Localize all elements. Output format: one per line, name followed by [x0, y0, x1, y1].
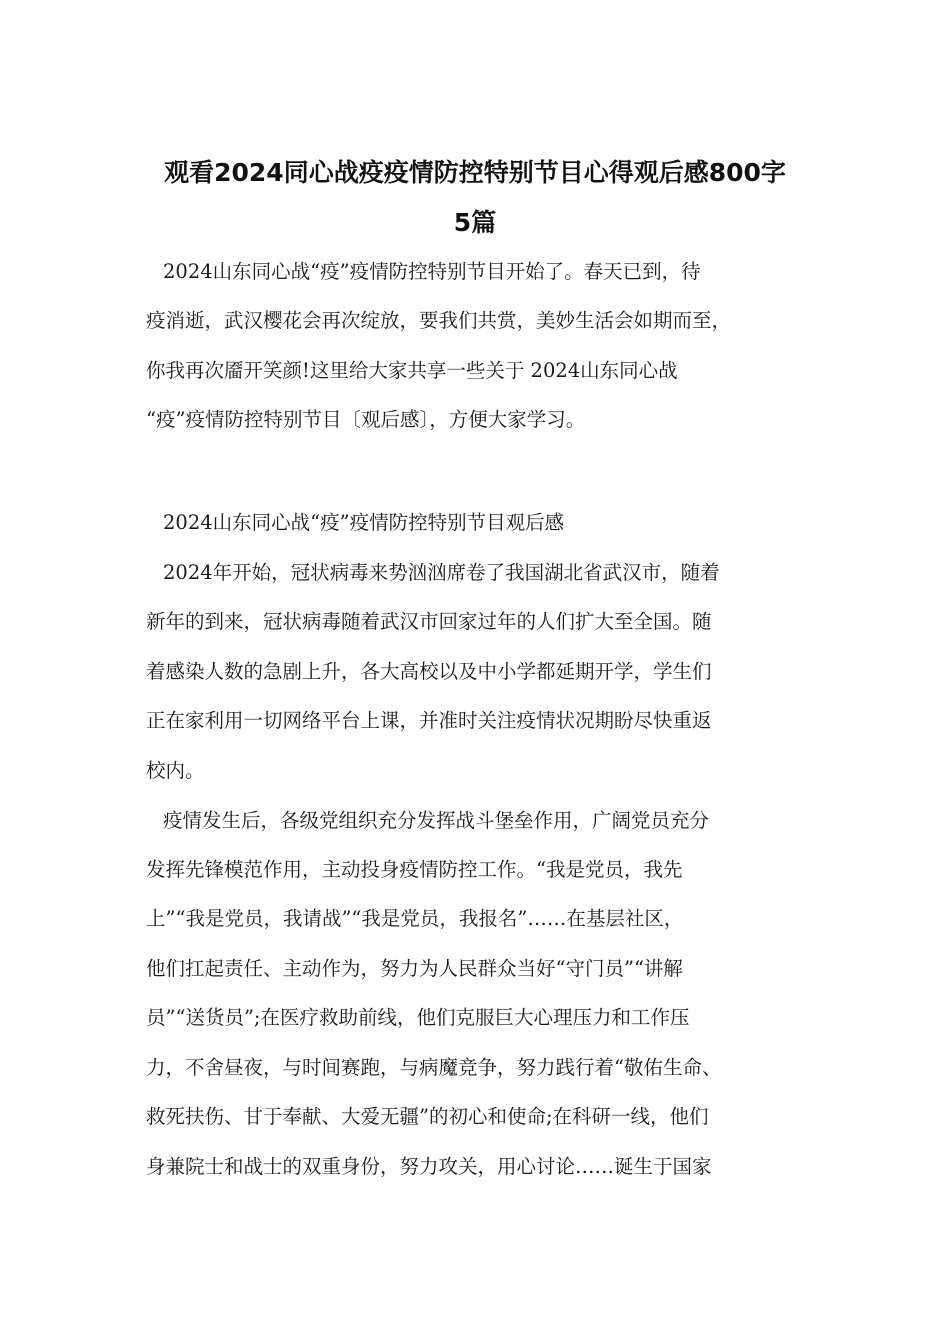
para2-line: 上”“我是党员，我请战”“我是党员，我报名”……在基层社区，: [146, 907, 684, 930]
intro-line: 2024山东同心战“疫”疫情防控特别节目开始了。春天已到，待: [163, 260, 701, 283]
para2-line: 身兼院士和战士的双重身份，努力攻关，用心讨论……诞生于国家: [146, 1155, 712, 1178]
document-title-line-2: 5篇: [453, 208, 497, 237]
para2-line: 力，不舍昼夜，与时间赛跑，与病魔竞争，努力践行着“敬佑生命、: [146, 1056, 722, 1079]
para2-line: 疫情发生后，各级党组织充分发挥战斗堡垒作用，广阔党员充分: [163, 809, 710, 832]
para2-line: 他们扛起责任、主动作为，努力为人民群众当好“守门员”“讲解: [146, 957, 683, 980]
para1-line: 新年的到来，冠状病毒随着武汉市回家过年的人们扩大至全国。随: [146, 610, 712, 633]
para2-line: 员”“送货员”;在医疗救助前线，他们克服巨大心理压力和工作压: [146, 1006, 690, 1029]
para1-line: 着感染人数的急剧上升，各大高校以及中小学都延期开学，学生们: [146, 660, 712, 683]
para2-line: 救死扶伤、甘于奉献、大爱无疆”的初心和使命;在科研一线，他们: [146, 1105, 709, 1128]
intro-line: 你我再次靥开笑颜!这里给大家共享一些关于 2024山东同心战: [146, 359, 678, 382]
para1-line: 2024年开始，冠状病毒来势汹汹席卷了我国湖北省武汉市，随着: [163, 561, 720, 584]
para2-line: 发挥先锋模范作用，主动投身疫情防控工作。“我是党员，我先: [146, 858, 683, 881]
intro-line: “疫”疫情防控特别节目〔观后感〕，方便大家学习。: [146, 408, 586, 431]
para1-line: 校内。: [146, 759, 205, 782]
intro-line: 疫消逝，武汉樱花会再次绽放，要我们共赏，美妙生活会如期而至，: [146, 309, 732, 332]
document-title-line-1: 观看2024同心战疫疫情防控特别节目心得观后感800字: [164, 158, 786, 187]
para1-line: 正在家利用一切网络平台上课，并准时关注疫情状况期盼尽快重返: [146, 709, 712, 732]
section-heading: 2024山东同心战“疫”疫情防控特别节目观后感: [163, 511, 565, 534]
